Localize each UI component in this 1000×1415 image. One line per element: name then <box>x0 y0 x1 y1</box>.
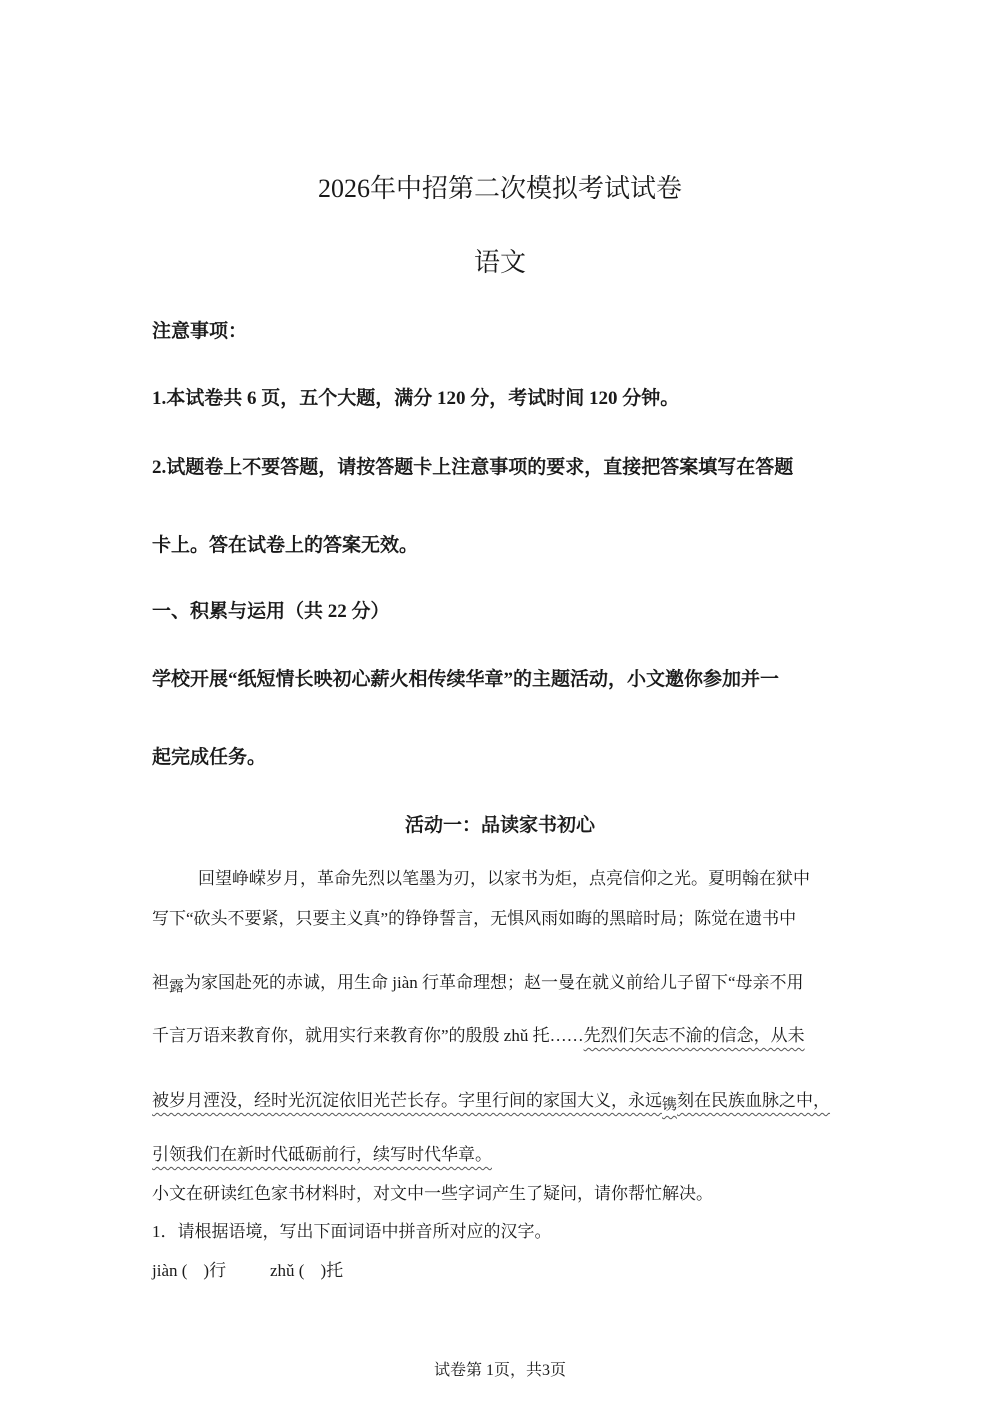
passage-line-4-plain: 千言万语来教育你，就用实行来教育你”的殷殷 zhǔ 托…… <box>152 1026 584 1045</box>
notice-item-1: 1.本试卷共 6 页，五个大题，满分 120 分，考试时间 120 分钟。 <box>152 388 680 409</box>
exam-title: 2026年中招第二次模拟考试试卷 <box>317 174 682 203</box>
passage-line-3 <box>152 968 804 996</box>
passage-line-5 <box>152 1086 830 1114</box>
question-1-prompt: 1．请根据语境，写出下面词语中拼音所对应的汉字。 <box>152 1222 552 1241</box>
question-1-item-a <box>152 1256 226 1281</box>
question-1-item-b <box>270 1256 343 1281</box>
item-b-close: )托 <box>320 1261 344 1280</box>
section1-intro-line2: 起完成任务。 <box>152 747 267 768</box>
notice-item-2-line1: 2.试题卷上不要答题，请按答题卡上注意事项的要求，直接把答案填写在答题 <box>152 457 794 478</box>
passage-char-lu: 露 <box>169 979 185 995</box>
passage-line-2: 写下“砍头不要紧，只要主义真”的铮铮誓言，无惧风雨如晦的黑暗时局；陈觉在遗书中 <box>152 909 797 928</box>
item-b-pinyin: zhǔ ( <box>270 1261 305 1280</box>
passage-line-4 <box>152 1021 805 1046</box>
passage-line-3-rest: 为家国赴死的赤诚，用生命 jiàn 行革命理想；赵一曼在就义前给儿子留下“母亲不用 <box>184 973 804 992</box>
passage-line-6 <box>152 1140 492 1165</box>
activity1-heading: 活动一：品读家书初心 <box>404 815 595 836</box>
section1-intro-line1: 学校开展“纸短情长映初心薪火相传续华章”的主题活动，小文邀你参加并一 <box>152 669 780 690</box>
subject-title: 语文 <box>473 248 526 277</box>
passage-char-juan: 镌 <box>662 1097 678 1113</box>
passage-line-4-underlined: 先烈们矢志不渝的信念，从未 <box>583 1026 805 1045</box>
passage-line-1: 回望峥嵘岁月，革命先烈以笔墨为刃，以家书为炬，点亮信仰之光。夏明翰在狱中 <box>198 869 810 888</box>
passage-line-5-underlined-b: 刻在民族血脉之中， <box>677 1091 831 1110</box>
question-intro: 小文在研读红色家书材料时，对文中一些字词产生了疑问，请你帮忙解决。 <box>152 1184 713 1203</box>
item-a-pinyin: jiàn ( <box>152 1261 188 1280</box>
item-a-close: )行 <box>203 1261 227 1280</box>
passage-line-5-underlined-a: 被岁月湮没，经时光沉淀依旧光芒长存。字里行间的家国大义，永远 <box>152 1091 662 1110</box>
page-footer: 试卷第 1页，共3页 <box>433 1362 566 1379</box>
section1-heading: 一、积累与运用（共 22 分） <box>152 601 390 622</box>
notice-item-2-line2: 卡上。答在试卷上的答案无效。 <box>152 535 419 556</box>
passage-line-6-underlined: 引领我们在新时代砥砺前行，续写时代华章。 <box>152 1145 492 1164</box>
notice-heading: 注意事项： <box>152 321 248 342</box>
passage-char-tan: 袒 <box>152 973 169 992</box>
